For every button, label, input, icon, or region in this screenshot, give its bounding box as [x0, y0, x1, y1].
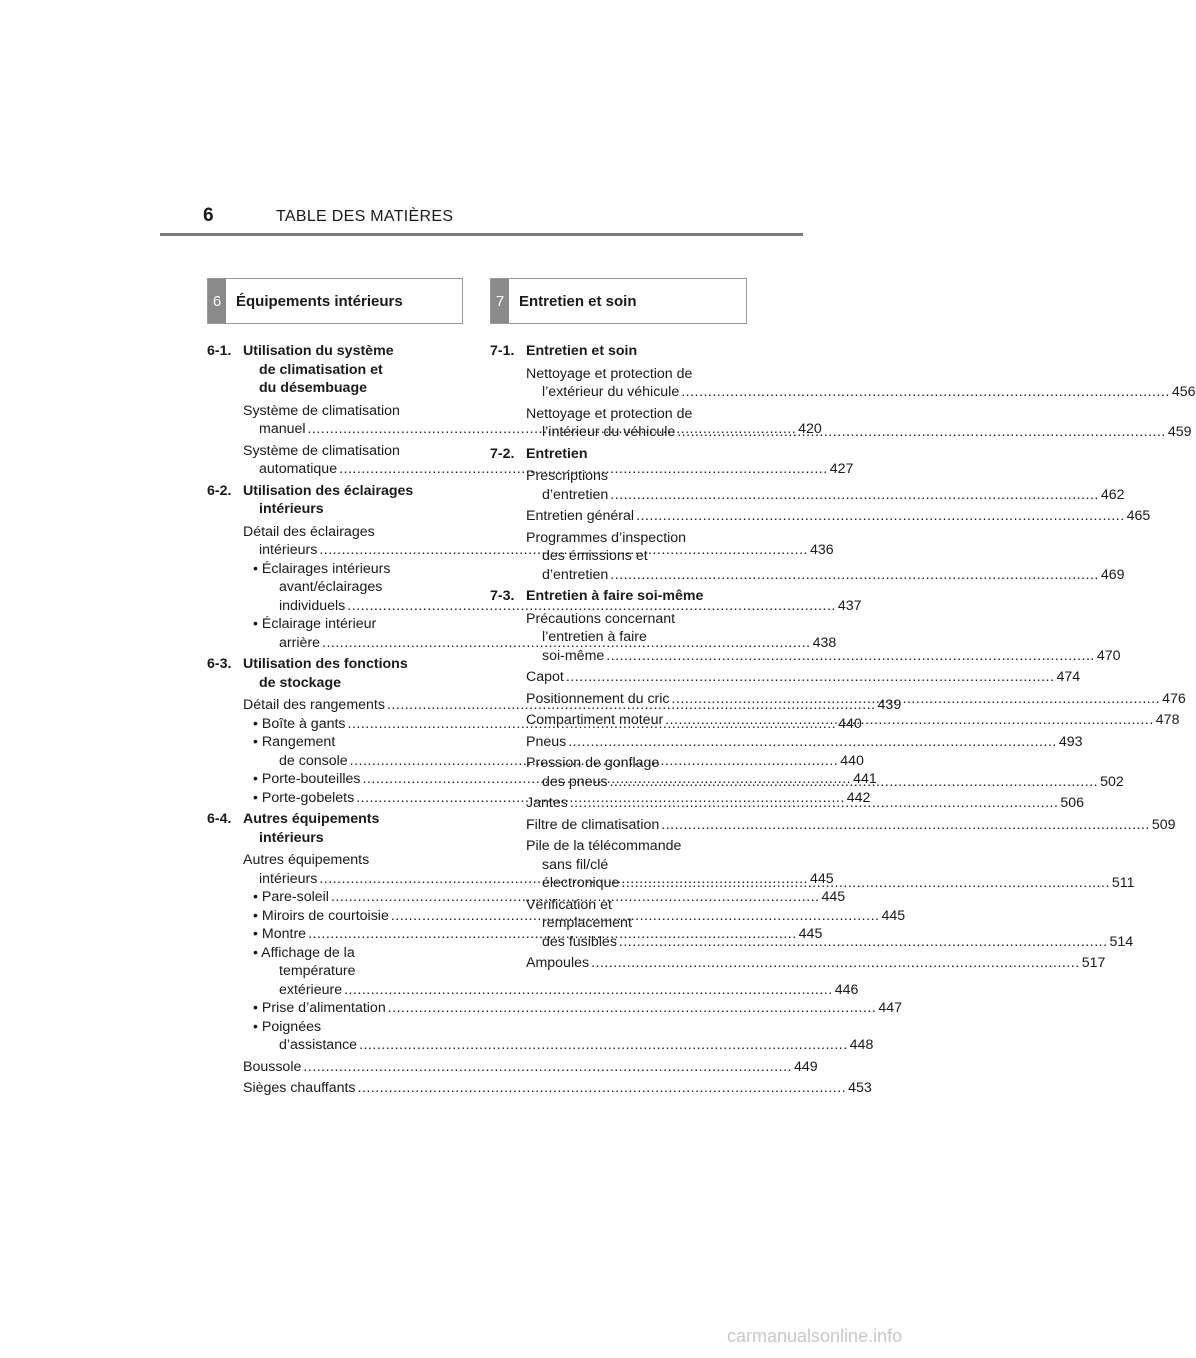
toc-entry-line: [526, 647, 1121, 666]
toc-entry-text: Autres équipements: [243, 852, 370, 868]
section-title-line: de stockage: [259, 674, 342, 691]
page-ref[interactable]: 436: [809, 542, 834, 558]
chapter-6-header: [207, 278, 463, 324]
toc-entry-text: • Pare-soleil: [253, 889, 329, 905]
watermark: carmanualsonline.info: [727, 1326, 903, 1346]
chapter-title: Équipements intérieurs: [236, 292, 403, 310]
toc-entry[interactable]: [526, 954, 1106, 973]
page-ref[interactable]: 437: [837, 597, 862, 614]
dot-leader: [621, 875, 1110, 891]
toc-entry-text: Filtre de climatisation: [526, 816, 660, 833]
section-title[interactable]: [243, 810, 453, 847]
toc-entry-text: intérieurs: [259, 542, 318, 558]
page-ref[interactable]: 442: [846, 789, 871, 806]
section-title-line: Entretien: [526, 445, 588, 462]
toc-entry-text: Boussole: [243, 1058, 302, 1075]
toc-entry-text: de console: [279, 752, 348, 769]
page-ref[interactable]: 514: [1109, 933, 1134, 950]
page-ref[interactable]: 511: [1111, 875, 1135, 891]
page-ref[interactable]: 445: [798, 926, 823, 942]
dot-leader: [344, 982, 833, 998]
toc-entry[interactable]: [526, 365, 1196, 402]
toc-entry-text: • Éclairages intérieurs: [253, 560, 391, 577]
toc-entry-text: intérieurs: [259, 870, 318, 887]
page-header-title: TABLE DES MATIÈRES: [276, 208, 454, 225]
dot-leader: [681, 384, 1170, 400]
toc-entry-line: [253, 999, 902, 1018]
page-ref[interactable]: 456: [1171, 384, 1196, 400]
toc-entry-text: Programmes d’inspection: [526, 529, 687, 546]
dot-leader: [610, 487, 1099, 503]
section-number: 6-1.: [207, 343, 232, 359]
section-title-line: du désembuage: [259, 380, 368, 396]
toc-entry-text: Prescriptions: [526, 468, 609, 484]
toc-entry-line: [526, 383, 1196, 402]
toc-entry-text: Nettoyage et protection de: [526, 405, 693, 422]
header-rule: [160, 233, 803, 236]
page-ref[interactable]: 445: [881, 907, 906, 924]
dot-leader: [606, 648, 1095, 664]
toc-subentry[interactable]: [243, 1018, 874, 1055]
toc-entry[interactable]: [243, 1079, 872, 1098]
section-title-line: Utilisation des fonctions: [243, 656, 408, 672]
page-ref[interactable]: 439: [877, 697, 902, 713]
dot-leader: [359, 1037, 848, 1053]
toc-entry-text: • Affichage de la: [253, 944, 355, 961]
toc-subentry[interactable]: [243, 999, 902, 1018]
dot-leader: [677, 424, 1166, 440]
page-ref[interactable]: 517: [1081, 955, 1106, 971]
toc-entry-text: des fusibles: [542, 933, 617, 950]
toc-entry-text: des pneus: [542, 773, 608, 790]
toc-entry-text: Capot: [526, 669, 564, 685]
page-ref[interactable]: 447: [878, 1000, 902, 1016]
section-title-line: Entretien et soin: [526, 343, 638, 359]
toc-entry[interactable]: [526, 816, 1176, 835]
toc-entry-text: Système de climatisation: [243, 442, 400, 459]
page-ref[interactable]: 446: [834, 981, 859, 998]
toc-entry-text: Ampoules: [526, 955, 590, 971]
toc-entry-text: avant/éclairages: [279, 579, 383, 595]
toc-entry-text: électronique: [542, 875, 620, 891]
toc-entry-text: l’extérieur du véhicule: [542, 384, 680, 400]
toc-entry-text: automatique: [259, 461, 338, 477]
toc-entry-text: Précautions concernant: [526, 610, 676, 627]
page-ref[interactable]: 506: [1060, 795, 1085, 811]
page-ref[interactable]: 459: [1167, 424, 1192, 440]
page-ref[interactable]: 448: [849, 1037, 874, 1053]
section-title-line: Utilisation des éclairages: [243, 482, 414, 499]
page-ref[interactable]: 465: [1126, 508, 1151, 524]
section-number: 6-3.: [207, 656, 232, 672]
dot-leader: [566, 669, 1055, 685]
section-title-line: intérieurs: [259, 501, 324, 517]
toc-entry-text: • Prise d’alimentation: [253, 1000, 386, 1016]
toc-entry-text: extérieure: [279, 981, 343, 998]
dot-leader: [661, 817, 1150, 833]
dot-leader: [609, 774, 1098, 790]
toc-entry-text: Nettoyage et protection de: [526, 365, 693, 382]
page-ref[interactable]: 462: [1100, 486, 1125, 503]
toc-entry-text: • Montre: [253, 926, 307, 942]
section-number: 7-3.: [490, 588, 515, 604]
toc-entry-line: [253, 981, 859, 1000]
page-number: 6: [203, 205, 214, 226]
chapter-number: 7: [491, 279, 509, 323]
section-title-line: intérieurs: [259, 829, 324, 846]
toc-entry-text: sans fil/clé: [542, 856, 609, 873]
toc-entry-line: [526, 486, 1125, 505]
toc-entry-line: [526, 816, 1176, 835]
toc-entry-text: soi-même: [542, 647, 605, 664]
toc-entry-text: Entretien général: [526, 508, 635, 524]
toc-entry-text: Pression de gonflage: [526, 755, 660, 771]
section-title[interactable]: [526, 445, 737, 464]
toc-entry-text: • Éclairage intérieur: [253, 616, 377, 632]
toc-entry-line: [253, 597, 862, 616]
toc-entry-line: [526, 954, 1106, 973]
page-ref[interactable]: 453: [848, 1080, 872, 1096]
dot-leader: [591, 955, 1080, 971]
page-ref[interactable]: 420: [798, 421, 822, 437]
section-title-line: Autres équipements: [243, 811, 380, 827]
toc-entry-text: Pile de la télécommande: [526, 838, 682, 854]
page-ref[interactable]: 440: [840, 752, 864, 769]
page-ref[interactable]: 476: [1162, 690, 1186, 707]
toc-entry-line: [243, 1058, 818, 1077]
toc-entry-text: d’entretien: [542, 566, 609, 583]
section-title-line: Entretien à faire soi-même: [526, 588, 704, 604]
dot-leader: [303, 1059, 792, 1075]
dot-leader: [388, 1000, 877, 1016]
toc-entry-text: des émissions et: [542, 548, 648, 564]
section-title[interactable]: [243, 655, 453, 692]
dot-leader: [568, 734, 1057, 750]
section-title[interactable]: [526, 587, 737, 606]
dot-leader: [636, 508, 1125, 524]
toc-entry-text: • Rangement: [253, 734, 336, 750]
toc-entry-text: • Porte-gobelets: [253, 789, 355, 806]
page-ref[interactable]: 440: [838, 715, 862, 732]
dot-leader: [610, 567, 1099, 583]
toc-entry-text: Détail des éclairages: [243, 523, 375, 540]
page-ref[interactable]: 493: [1058, 733, 1083, 750]
page-ref[interactable]: 478: [1155, 712, 1180, 728]
page-ref[interactable]: 469: [1100, 566, 1125, 583]
section-number: 7-1.: [490, 343, 515, 359]
toc-entry-line: [526, 566, 1125, 585]
section-number: 7-2.: [490, 445, 515, 462]
chapter-title: Entretien et soin: [519, 292, 637, 310]
page-ref[interactable]: 427: [829, 461, 854, 477]
toc-entry-text: d’assistance: [279, 1037, 358, 1053]
toc-entry-line: [253, 1036, 874, 1055]
toc-entry-text: Vérification et: [526, 896, 612, 913]
toc-entry-line: [526, 733, 1083, 752]
toc-entry-text: Sièges chauffants: [243, 1080, 356, 1096]
toc-entry-line: [526, 668, 1081, 687]
toc-entry-text: température: [279, 963, 356, 979]
page-ref[interactable]: 445: [821, 889, 846, 905]
dot-leader: [665, 712, 1154, 728]
toc-entry[interactable]: [526, 507, 1151, 526]
page-ref[interactable]: 445: [809, 870, 834, 887]
toc-entry[interactable]: [243, 1058, 818, 1077]
toc-entry-text: l’intérieur du véhicule: [542, 424, 676, 440]
section-title[interactable]: [243, 482, 453, 519]
section-title[interactable]: [526, 342, 737, 361]
dot-leader: [570, 795, 1059, 811]
page-ref[interactable]: 438: [812, 634, 837, 651]
section-title-line: de climatisation et: [259, 361, 383, 378]
dot-leader: [619, 934, 1108, 950]
section-title-line: Utilisation du système: [243, 343, 394, 359]
section-title[interactable]: [243, 342, 453, 398]
dot-leader: [672, 691, 1161, 707]
toc-entry-text: Détail des rangements: [243, 697, 385, 713]
toc-entry-text: l’entretien à faire: [542, 629, 647, 645]
section-number: 6-4.: [207, 811, 232, 827]
section-number: 6-2.: [207, 482, 232, 499]
toc-entry-text: • Boîte à gants: [253, 715, 346, 732]
toc-entry-text: • Miroirs de courtoisie: [253, 907, 389, 924]
page-ref[interactable]: 502: [1100, 773, 1124, 790]
toc-entry-text: remplacement: [542, 915, 632, 931]
toc-entry-text: d’entretien: [542, 486, 609, 503]
page-ref[interactable]: 509: [1151, 816, 1176, 833]
toc-entry-text: Positionnement du cric: [526, 690, 670, 707]
toc-entry-text: arrière: [279, 634, 320, 651]
chapter-7-header: [490, 278, 747, 324]
toc-entry-text: manuel: [259, 421, 306, 437]
toc-entry-text: Jantes: [526, 795, 568, 811]
toc-entry-text: individuels: [279, 597, 346, 614]
toc-entry[interactable]: [526, 668, 1081, 687]
page-ref[interactable]: 474: [1056, 669, 1081, 685]
page-ref[interactable]: 441: [853, 771, 877, 787]
toc-entry-line: [243, 1079, 872, 1098]
chapter-number: 6: [208, 279, 226, 323]
toc-entry-line: [526, 507, 1151, 526]
page-ref[interactable]: 449: [793, 1058, 818, 1075]
toc-entry-text: • Poignées: [253, 1018, 322, 1035]
toc-entry-text: • Porte-bouteilles: [253, 771, 361, 787]
toc-entry-text: Système de climatisation: [243, 402, 400, 419]
toc-entry-text: Pneus: [526, 733, 567, 750]
dot-leader: [358, 1080, 847, 1096]
toc-entry[interactable]: [526, 733, 1083, 752]
page-ref[interactable]: 470: [1096, 647, 1121, 664]
toc-entry-text: Compartiment moteur: [526, 712, 664, 728]
